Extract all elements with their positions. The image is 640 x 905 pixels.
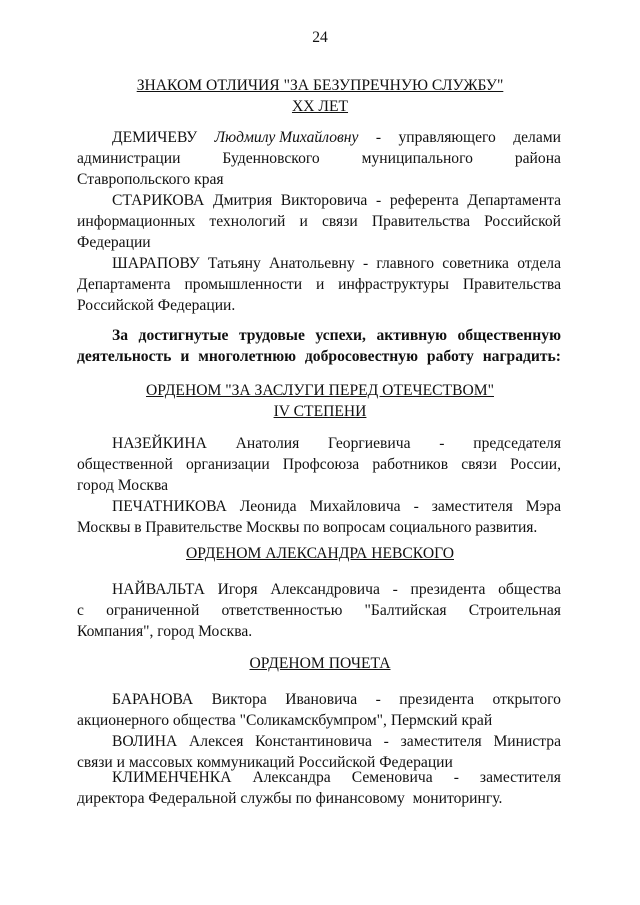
entry-line: ШАРАПОВУ Татьяну Анатольевну - главного советника отдела xyxy=(112,255,561,272)
entry-word: "Балтийская xyxy=(364,602,447,619)
entry-word: с xyxy=(77,602,84,619)
entry-word: муниципального xyxy=(361,150,473,167)
entry-line: Ставропольского края xyxy=(77,171,224,188)
entry-line: общественной организации Профсоюза работников связи России, xyxy=(77,456,561,473)
entry-line xyxy=(77,600,561,621)
entry-word: КЛИМЕНЧЕНКА xyxy=(112,769,232,786)
heading-subline: XX ЛЕТ xyxy=(291,98,349,115)
intro-line: За достигнутые трудовые успехи, активную общественную xyxy=(112,327,561,344)
heading-subline: IV СТЕПЕНИ xyxy=(273,403,367,420)
entry-line: город Москва xyxy=(77,477,169,494)
entry-word: Строительная xyxy=(468,602,561,619)
section-heading-honor xyxy=(0,653,640,674)
entry-line: акционерного общества "Соликамскбумпром", Пермский край xyxy=(77,712,493,729)
award-entry-baranova xyxy=(77,689,561,731)
heading-line: ОРДЕНОМ ПОЧЕТА xyxy=(249,655,391,672)
award-entry-pechatnikova xyxy=(77,496,561,538)
entry-word: НАЗЕЙКИНА xyxy=(112,435,207,452)
entry-word: - xyxy=(375,691,381,708)
section-heading-fatherland xyxy=(0,380,640,422)
entry-line: информационных технологий и связи Правительства Российской xyxy=(77,213,561,230)
entry-line xyxy=(77,767,561,788)
entry-word: открытого xyxy=(492,691,561,708)
entry-word: ДЕМИЧЕВУ xyxy=(112,129,198,146)
entry-word: Семеновича xyxy=(351,769,433,786)
entry-line: СТАРИКОВА Дмитрия Викторовича - референта Департамента xyxy=(112,192,561,209)
award-entry-starikova xyxy=(77,190,561,253)
entry-word: БАРАНОВА xyxy=(112,691,194,708)
heading-line: ЗНАКОМ ОТЛИЧИЯ "ЗА БЕЗУПРЕЧНУЮ СЛУЖБУ" xyxy=(136,77,504,94)
entry-word: - xyxy=(375,129,382,146)
entry-word: - xyxy=(439,435,445,452)
entry-line: Компания", город Москва. xyxy=(77,623,253,640)
award-entry-demicheva xyxy=(77,127,561,190)
entry-word: администрации xyxy=(77,150,181,167)
entry-word: ограниченной xyxy=(106,602,200,619)
entry-word: Людмилу Михайловну xyxy=(214,129,359,146)
section-heading-nevsky xyxy=(0,543,640,564)
entry-line: НАЙВАЛЬТА Игоря Александровича - президента общества xyxy=(112,581,561,598)
entry-word: - xyxy=(453,769,459,786)
entry-word: президента xyxy=(399,691,475,708)
section-heading-service xyxy=(0,75,640,117)
entry-word: председателя xyxy=(473,435,561,452)
intro-line: деятельность и многолетнюю добросовестную работу наградить: xyxy=(77,348,561,365)
heading-line: ОРДЕНОМ АЛЕКСАНДРА НЕВСКОГО xyxy=(186,545,454,562)
entry-line: Федерации xyxy=(77,234,151,251)
award-entry-klimenchenka xyxy=(77,767,561,809)
entry-line: Российской Федерации. xyxy=(77,297,236,314)
entry-word: ответственностью xyxy=(221,602,343,619)
entry-line xyxy=(77,148,561,169)
entry-word: района xyxy=(514,150,561,167)
entry-line xyxy=(77,689,561,710)
award-entry-nazeykina xyxy=(77,433,561,496)
award-entry-sharapova xyxy=(77,253,561,316)
entry-word: управляющего xyxy=(398,129,496,146)
entry-word: делами xyxy=(513,129,561,146)
entry-line: ПЕЧАТНИКОВА Леонида Михайловича - заместителя Мэра xyxy=(112,498,561,515)
entry-line: Департамента промышленности и инфраструктуры Правительства xyxy=(77,276,561,293)
entry-line: директора Федеральной службы по финансовому мониторингу. xyxy=(77,790,503,807)
entry-word: Ивановича xyxy=(285,691,358,708)
heading-line: ОРДЕНОМ "ЗА ЗАСЛУГИ ПЕРЕД ОТЕЧЕСТВОМ" xyxy=(146,382,494,399)
entry-line xyxy=(77,433,561,454)
award-intro xyxy=(77,325,561,367)
entry-word: Александра xyxy=(252,769,331,786)
award-entry-nayvalt xyxy=(77,579,561,642)
entry-line: связи и массовых коммуникаций Российской Федерации xyxy=(77,754,453,771)
entry-word: Георгиевича xyxy=(328,435,411,452)
page-number: 24 xyxy=(312,29,328,46)
entry-word: Анатолия xyxy=(235,435,300,452)
entry-word: Буденновского xyxy=(222,150,320,167)
entry-line: Москвы в Правительстве Москвы по вопросам социального развития. xyxy=(77,519,538,536)
entry-line: ВОЛИНА Алексея Константиновича - заместителя Министра xyxy=(112,733,561,750)
entry-word: Виктора xyxy=(211,691,267,708)
entry-line xyxy=(77,127,561,148)
entry-word: заместителя xyxy=(479,769,561,786)
